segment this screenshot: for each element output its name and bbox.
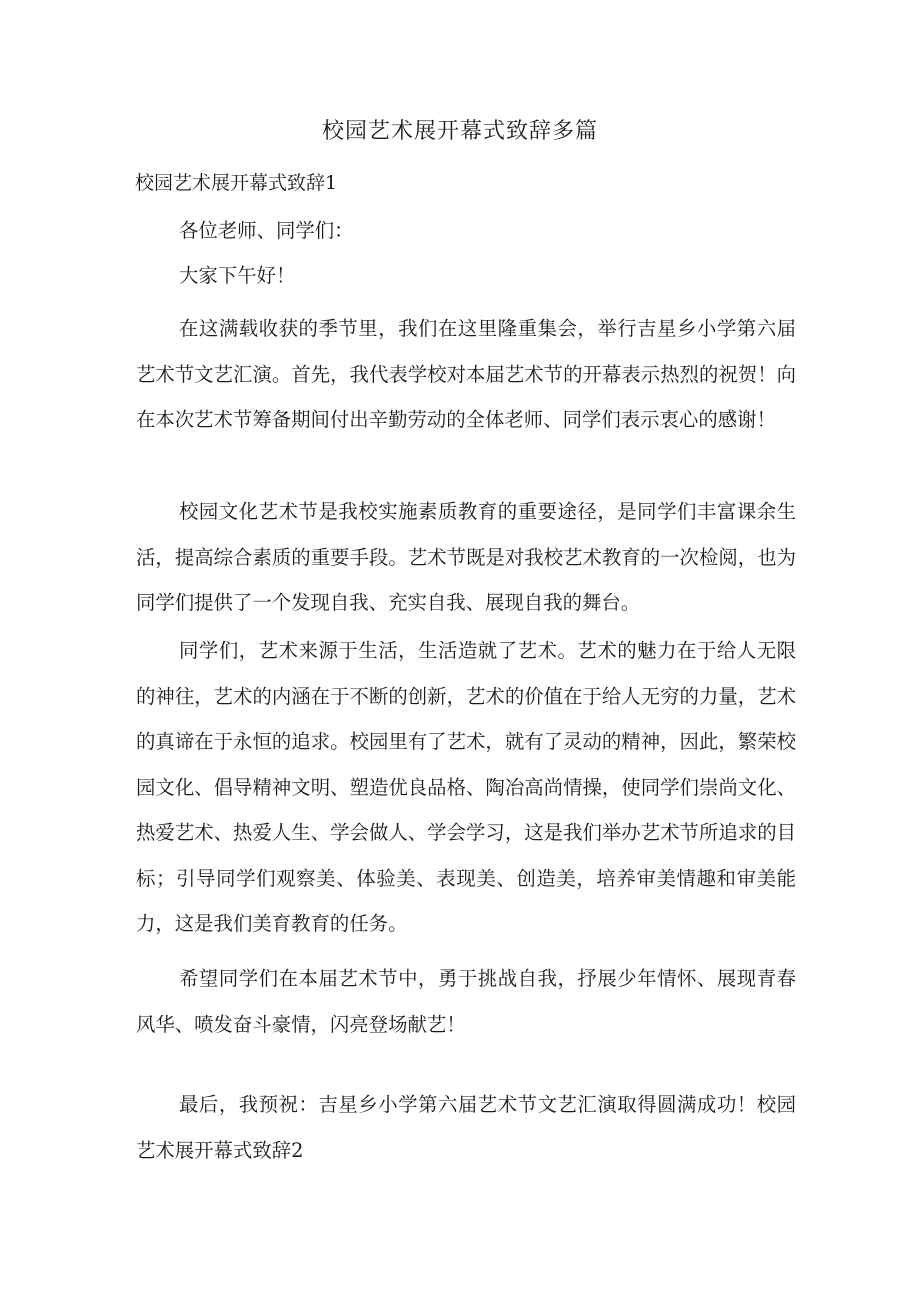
- body-paragraph-2: 校园文化艺术节是我校实施素质教育的重要途径，是同学们丰富课余生活，提高综合素质的重要手段。艺术节既是对我校艺术教育的一次检阅，也为同学们提供了一个发现自我、充实自我、展现自我的舞台。: [136, 500, 796, 614]
- greeting: 大家下午好！: [179, 264, 296, 287]
- document-title: 校园艺术展开幕式致辞多篇: [321, 119, 598, 144]
- salutation: 各位老师、同学们：: [179, 219, 354, 242]
- body-paragraph-4: 希望同学们在本届艺术节中，勇于挑战自我，抒展少年情怀、展现青春风华、喷发奋斗豪情，闪亮登场献艺！: [136, 967, 796, 1036]
- closing-paragraph: 最后，我预祝：吉星乡小学第六届艺术节文艺汇演取得圆满成功！校园艺术展开幕式致辞2: [136, 1093, 796, 1162]
- body-paragraph-1: 在这满载收获的季节里，我们在这里隆重集会，举行吉星乡小学第六届艺术节文艺汇演。首先，我代表学校对本届艺术节的开幕表示热烈的祝贺！向在本次艺术节筹备期间付出辛勤劳动的全体老师、同学们表示衷心的感谢！: [136, 317, 796, 431]
- body-paragraph-3: 同学们，艺术来源于生活，生活造就了艺术。艺术的魅力在于给人无限的神往，艺术的内涵在于不断的创新，艺术的价值在于给人无穷的力量，艺术的真谛在于永恒的追求。校园里有了艺术，就有了灵动的精神，因此，繁荣校园文化、倡导精神文明、塑造优良品格、陶冶高尚情操，使同学们崇尚文化、热爱艺术、热爱人生、学会做人、学会学习，这是我们举办艺术节所追求的目标；引导同学们观察美、体验美、表现美、创造美，培养审美情趣和审美能力，这是我们美育教育的任务。: [136, 639, 796, 935]
- section-heading: 校园艺术展开幕式致辞1: [135, 172, 338, 194]
